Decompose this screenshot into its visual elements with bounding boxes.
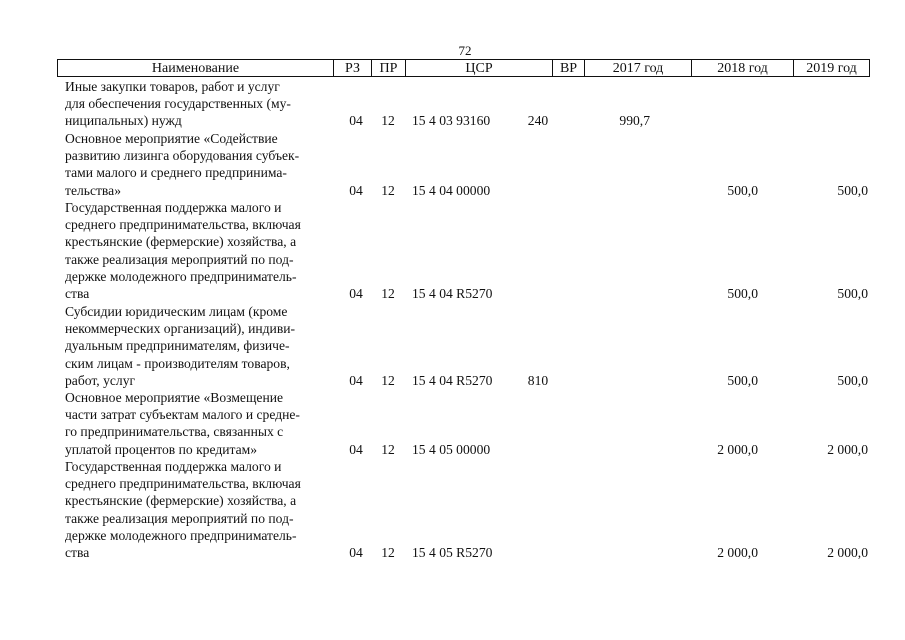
row-2018: 2 000,0 (717, 545, 758, 560)
row-2018: 500,0 (727, 183, 758, 198)
header-2018: 2018 год (692, 60, 794, 77)
row-csr: 15 4 03 93160 (412, 113, 491, 128)
row-2017: 990,7 (619, 113, 650, 128)
row-csr: 15 4 05 00000 (412, 442, 491, 457)
row-csr: 15 4 04 R5270 (412, 373, 493, 388)
row-pr: 12 (381, 286, 395, 301)
row-csr: 15 4 05 R5270 (412, 545, 493, 560)
header-rz: РЗ (334, 60, 372, 77)
row-2019: 500,0 (837, 286, 868, 301)
row-csr: 15 4 04 00000 (412, 183, 491, 198)
header-2017: 2017 год (585, 60, 692, 77)
row-rz: 04 (349, 183, 363, 198)
row-name: Субсидии юридическим лицам (кроме некоммерческих организаций), индиви- дуальным предпринимателям, физиче- ским лицам - производителям товаров, работ, услуг (65, 304, 296, 388)
row-2019: 500,0 (837, 373, 868, 388)
row-pr: 12 (381, 442, 395, 457)
row-name: Основное мероприятие «Содействие развитию лизинга оборудования субъек- тами малого и среднего предпринима- тельства» (65, 131, 300, 198)
row-rz: 04 (349, 442, 363, 457)
row-pr: 12 (381, 113, 395, 128)
row-vr: 810 (527, 373, 549, 388)
row-rz: 04 (349, 286, 363, 301)
row-2019: 500,0 (837, 183, 868, 198)
header-2019: 2019 год (794, 60, 870, 77)
row-name: Государственная поддержка малого и среднего предпринимательства, включая крестьянские (фермерские) хозяйства, а также реализация мероприятий по под- держке молодежного предприниматель- ства (65, 459, 301, 561)
row-2018: 500,0 (727, 373, 758, 388)
row-rz: 04 (349, 113, 363, 128)
header-pr: ПР (372, 60, 406, 77)
row-pr: 12 (381, 183, 395, 198)
row-2018: 500,0 (727, 286, 758, 301)
header-vr: ВР (553, 60, 585, 77)
row-2019: 2 000,0 (827, 545, 868, 560)
header-csr: ЦСР (406, 60, 553, 77)
row-rz: 04 (349, 545, 363, 560)
row-csr: 15 4 04 R5270 (412, 286, 493, 301)
row-pr: 12 (381, 545, 395, 560)
row-rz: 04 (349, 373, 363, 388)
row-pr: 12 (381, 373, 395, 388)
row-name: Основное мероприятие «Возмещение части затрат субъектам малого и средне- го предпринимательства, связанных с уплатой процентов по кредитам» (65, 390, 300, 457)
row-vr: 240 (527, 113, 549, 128)
row-2018: 2 000,0 (717, 442, 758, 457)
row-name: Государственная поддержка малого и среднего предпринимательства, включая крестьянские (фермерские) хозяйства, а также реализация мероприятий по под- держке молодежного предприниматель- ства (65, 200, 301, 302)
row-2019: 2 000,0 (827, 442, 868, 457)
row-name: Иные закупки товаров, работ и услуг для обеспечения государственных (му- ниципальных) нужд (65, 79, 291, 129)
header-name: Наименование (58, 60, 334, 77)
page-number: 72 (458, 43, 472, 58)
